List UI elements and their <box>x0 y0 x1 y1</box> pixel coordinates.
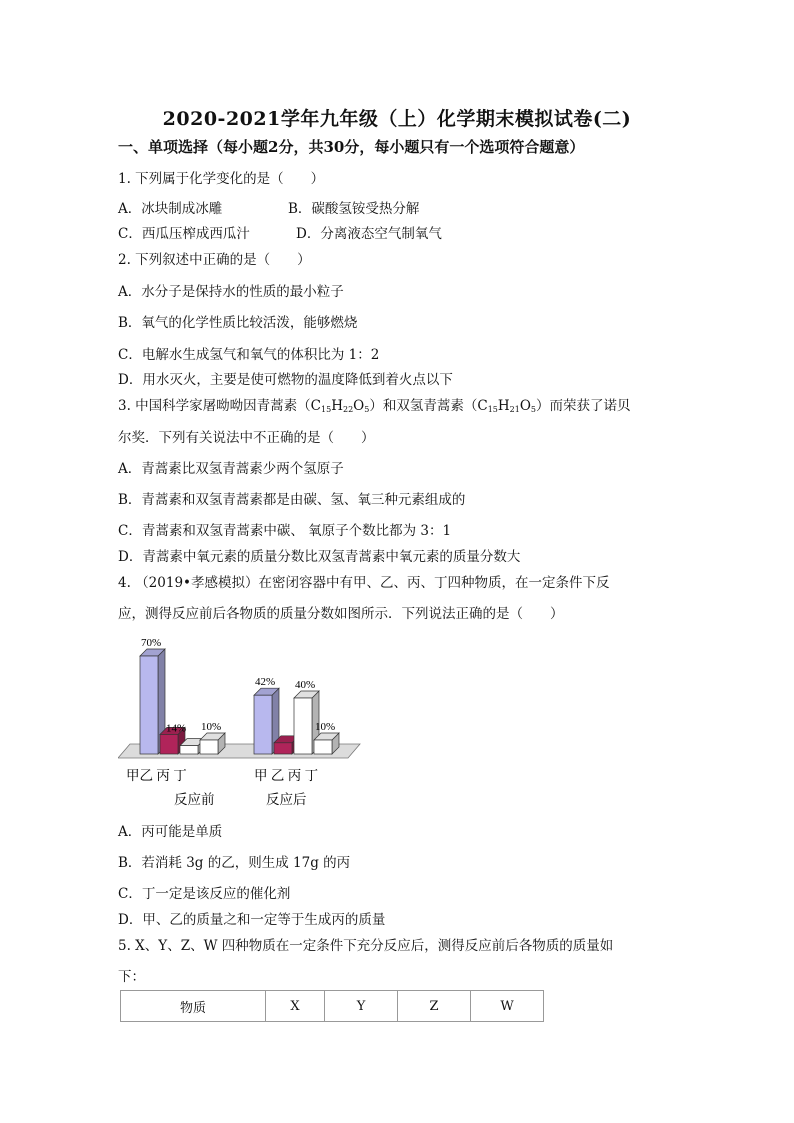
q2-option-d: D．用水灭火，主要是使可燃物的温度降低到着火点以下 <box>118 372 453 388</box>
q3-formula-h-sub: 22 <box>342 405 354 414</box>
bar-front <box>314 740 332 754</box>
data-label-反应前-乙: 14% <box>166 722 187 735</box>
q3-stem-pre: 3. 中国科学家屠呦呦因青蒿素（C <box>118 398 322 414</box>
q3-stem-post: ）而荣获了诺贝 <box>536 398 631 414</box>
q4-stem: 4. （2019•孝感模拟）在密闭容器中有甲、乙、丙、丁四种物质，在一定条件下反 <box>118 575 610 591</box>
data-label-反应后-丙: 40% <box>295 679 316 691</box>
table-row <box>121 991 544 1022</box>
bar-front <box>160 734 178 754</box>
bar-反应前-丁 <box>200 733 225 754</box>
q1-option-c: C．西瓜压榨成西瓜汁 <box>118 226 250 242</box>
cat-labels-after: 甲 乙 丙 丁 <box>254 768 319 783</box>
q5-stem-line2: 下： <box>118 969 145 985</box>
q3-formula2-h: H <box>497 398 510 414</box>
data-label-反应后-甲: 42% <box>255 676 276 689</box>
q3-formula2-h-sub: 21 <box>509 405 520 414</box>
q1-stem: 1. 下列属于化学变化的是（ ） <box>118 171 325 187</box>
bar-front <box>254 695 272 754</box>
q3-formula2-c-sub: 15 <box>487 405 498 414</box>
q2-stem: 2. 下列叙述中正确的是（ ） <box>118 252 311 268</box>
bar-front <box>140 656 158 754</box>
q3-formula-h: H <box>331 398 343 414</box>
q2-option-b: B．氧气的化学性质比较活泼，能够燃烧 <box>118 315 358 331</box>
data-label-反应前-丁: 10% <box>201 721 222 733</box>
q1-option-b: B．碳酸氢铵受热分解 <box>288 201 420 217</box>
section-heading: 一、单项选择（每小题2分，共30分，每小题只有一个选项符合题意） <box>118 138 585 156</box>
q5-table <box>120 990 544 1022</box>
chart-bars <box>140 649 339 754</box>
q3-option-a: A．青蒿素比双氢青蒿素少两个氢原子 <box>118 461 344 477</box>
bar-front <box>200 740 218 754</box>
q5-stem: 5. X、Y、Z、W 四种物质在一定条件下充分反应后，测得反应前后各物质的质量如 <box>118 938 614 954</box>
data-label-反应前-甲: 70% <box>141 637 162 649</box>
bar-front <box>274 743 292 754</box>
q3-stem <box>118 394 631 414</box>
q3-option-b: B．青蒿素和双氢青蒿素都是由碳、氢、氧三种元素组成的 <box>118 492 466 508</box>
table-header-cell: 物质 <box>121 991 266 1022</box>
data-label-反应后-丁: 10% <box>315 721 336 733</box>
bar-front <box>294 698 312 754</box>
q2-option-c: C．电解水生成氢气和氧气的体积比为 1：2 <box>118 347 380 363</box>
q4-option-d: D．甲、乙的质量之和一定等于生成丙的质量 <box>118 912 386 928</box>
q3-formula2-o: O <box>519 398 531 414</box>
group-label-before: 反应前 <box>174 792 215 807</box>
table-header-cell: Z <box>398 991 471 1022</box>
q3-option-d: D．青蒿素中氧元素的质量分数比双氢青蒿素中氧元素的质量分数大 <box>118 549 521 565</box>
q3-stem-mid: ）和双氢青蒿素（C <box>369 398 488 414</box>
q3-stem-line2: 尔奖．下列有关说法中不正确的是（ ） <box>118 430 375 446</box>
q4-option-a: A．丙可能是单质 <box>118 824 223 840</box>
q3-formula-o-sub: 5 <box>364 405 370 414</box>
q2-option-a: A．水分子是保持水的性质的最小粒子 <box>118 284 344 300</box>
table-header-cell: W <box>471 991 544 1022</box>
q4-option-c: C．丁一定是该反应的催化剂 <box>118 886 291 902</box>
cat-labels-before: 甲乙 丙 丁 <box>126 768 187 783</box>
bar-chart <box>118 630 378 810</box>
table-header-cell: Y <box>325 991 398 1022</box>
group-label-after: 反应后 <box>266 792 307 807</box>
q3-formula-o: O <box>353 398 365 414</box>
page-title: 2020-2021学年九年级（上）化学期末模拟试卷(二) <box>162 108 632 130</box>
q4-stem-line2: 应，测得反应前后各物质的质量分数如图所示．下列说法正确的是（ ） <box>118 606 564 622</box>
q1-option-a: A．冰块制成冰雕 <box>118 201 223 217</box>
q1-option-d: D．分离液态空气制氧气 <box>296 226 442 242</box>
q3-option-c: C．青蒿素和双氢青蒿素中碳、 氧原子个数比都为 3：1 <box>118 523 452 539</box>
bar-反应后-丁 <box>314 733 339 754</box>
bar-front <box>180 746 198 754</box>
q4-option-b: B．若消耗 3g 的乙，则生成 17g 的丙 <box>118 855 351 871</box>
table-header-cell: X <box>266 991 325 1022</box>
q3-formula2-o-sub: 5 <box>530 405 537 414</box>
q3-formula-c-sub: 15 <box>321 405 332 414</box>
